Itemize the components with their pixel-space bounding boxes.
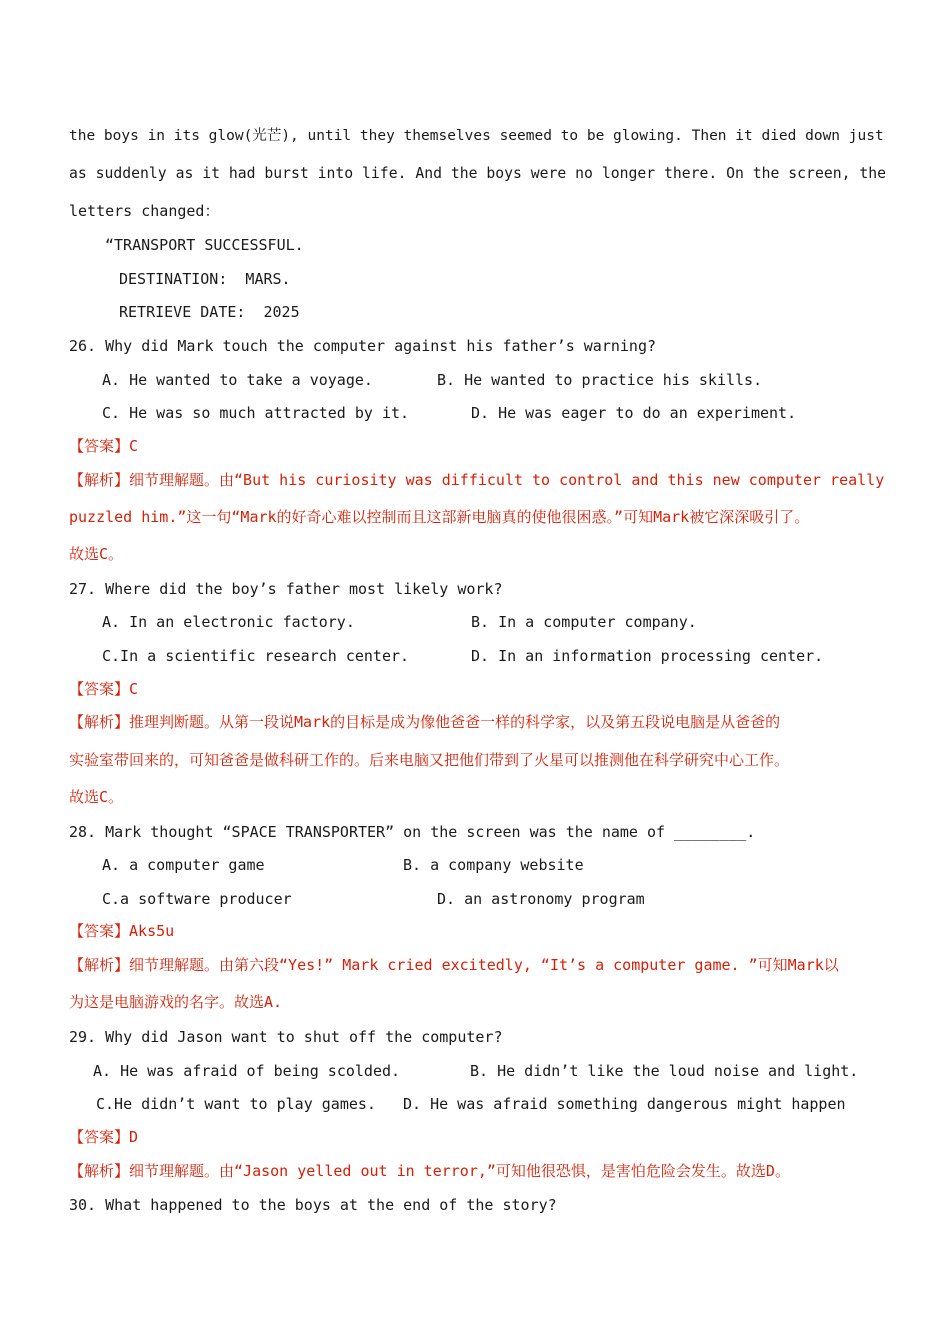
option-c: C.a software producer — [102, 890, 292, 908]
option-b: B. He wanted to practice his skills. — [437, 371, 763, 389]
answer-value: Aks5u — [129, 922, 175, 940]
option-b: B. He didn’t like the loud noise and light. — [470, 1062, 859, 1080]
answer-line — [69, 1127, 138, 1147]
explanation-line — [69, 1161, 790, 1181]
explanation-line — [69, 470, 884, 490]
explanation-line: 实验室带回来的，可知爸爸是做科研工作的。后来电脑又把他们带到了火星可以推测他在科学研究中心工作。 — [69, 751, 790, 769]
answer-line — [69, 679, 138, 699]
answer-tag: 【答案】 — [69, 922, 130, 940]
passage-line: letters changed： — [69, 202, 220, 220]
explanation-text: 细节理解题。由第六段“Yes!” Mark cried excitedly, “It’s a computer game. ”可知Mark以 — [129, 956, 839, 974]
answer-line — [69, 436, 138, 456]
question-stem: 30. What happened to the boys at the end of the story? — [69, 1196, 557, 1214]
explanation-tag: 【解析】 — [69, 471, 130, 489]
question-stem: 26. Why did Mark touch the computer against his father’s warning? — [69, 337, 656, 355]
explanation-tag: 【解析】 — [69, 713, 130, 731]
screen-text-line: RETRIEVE DATE: 2025 — [119, 303, 300, 321]
passage-line: as suddenly as it had burst into life. And the boys were no longer there. On the screen, the — [69, 165, 886, 182]
option-a: A. In an electronic factory. — [102, 613, 355, 631]
option-a: A. a computer game — [102, 856, 265, 874]
explanation-text: 推理判断题。从第一段说Mark的目标是成为像他爸爸一样的科学家，以及第五段说电脑是从爸爸的 — [129, 713, 781, 731]
option-a: A. He was afraid of being scolded. — [93, 1062, 401, 1080]
answer-line — [69, 921, 174, 941]
option-b: B. a company website — [403, 856, 584, 874]
passage-line: the boys in its glow(光芒), until they themselves seemed to be glowing. Then it died down just — [69, 128, 884, 144]
answer-value: C — [129, 680, 139, 698]
option-c: C.He didn’t want to play games. — [96, 1095, 376, 1113]
option-d: D. He was afraid something dangerous might happen — [403, 1095, 846, 1113]
explanation-text: 细节理解题。由“Jason yelled out in terror,”可知他很恐惧，是害怕危险会发生。故选D。 — [129, 1162, 790, 1180]
explanation-tag: 【解析】 — [69, 956, 130, 974]
option-a: A. He wanted to take a voyage. — [102, 371, 373, 389]
option-b: B. In a computer company. — [471, 613, 697, 631]
explanation-line: 为这是电脑游戏的名字。故选A. — [69, 993, 283, 1011]
answer-tag: 【答案】 — [69, 437, 130, 455]
answer-tag: 【答案】 — [69, 680, 130, 698]
option-c: C. He was so much attracted by it. — [102, 404, 410, 422]
option-d: D. In an information processing center. — [471, 647, 824, 665]
question-stem: 28. Mark thought “SPACE TRANSPORTER” on the screen was the name of ________. — [69, 823, 756, 841]
screen-text-line: “TRANSPORT SUCCESSFUL. — [105, 236, 304, 254]
answer-value: C — [129, 437, 139, 455]
explanation-text: 细节理解题。由“But his curiosity was difficult to control and this new computer really — [129, 471, 885, 489]
explanation-tag: 【解析】 — [69, 1162, 130, 1180]
option-d: D. He was eager to do an experiment. — [471, 404, 797, 422]
explanation-line: 故选C。 — [69, 788, 124, 806]
question-stem: 29. Why did Jason want to shut off the computer? — [69, 1028, 503, 1046]
screen-text-line: DESTINATION: MARS. — [119, 270, 291, 288]
explanation-line — [69, 712, 780, 732]
question-stem: 27. Where did the boy’s father most likely work? — [69, 580, 503, 598]
answer-tag: 【答案】 — [69, 1128, 130, 1146]
explanation-line: puzzled him.”这一句“Mark的好奇心难以控制而且这部新电脑真的使他很困惑。”可知Mark被它深深吸引了。 — [69, 508, 810, 526]
explanation-line — [69, 955, 839, 975]
option-c: C.In a scientific research center. — [102, 647, 410, 665]
explanation-line: 故选C。 — [69, 545, 124, 563]
option-d: D. an astronomy program — [437, 890, 645, 908]
answer-value: D — [129, 1128, 139, 1146]
